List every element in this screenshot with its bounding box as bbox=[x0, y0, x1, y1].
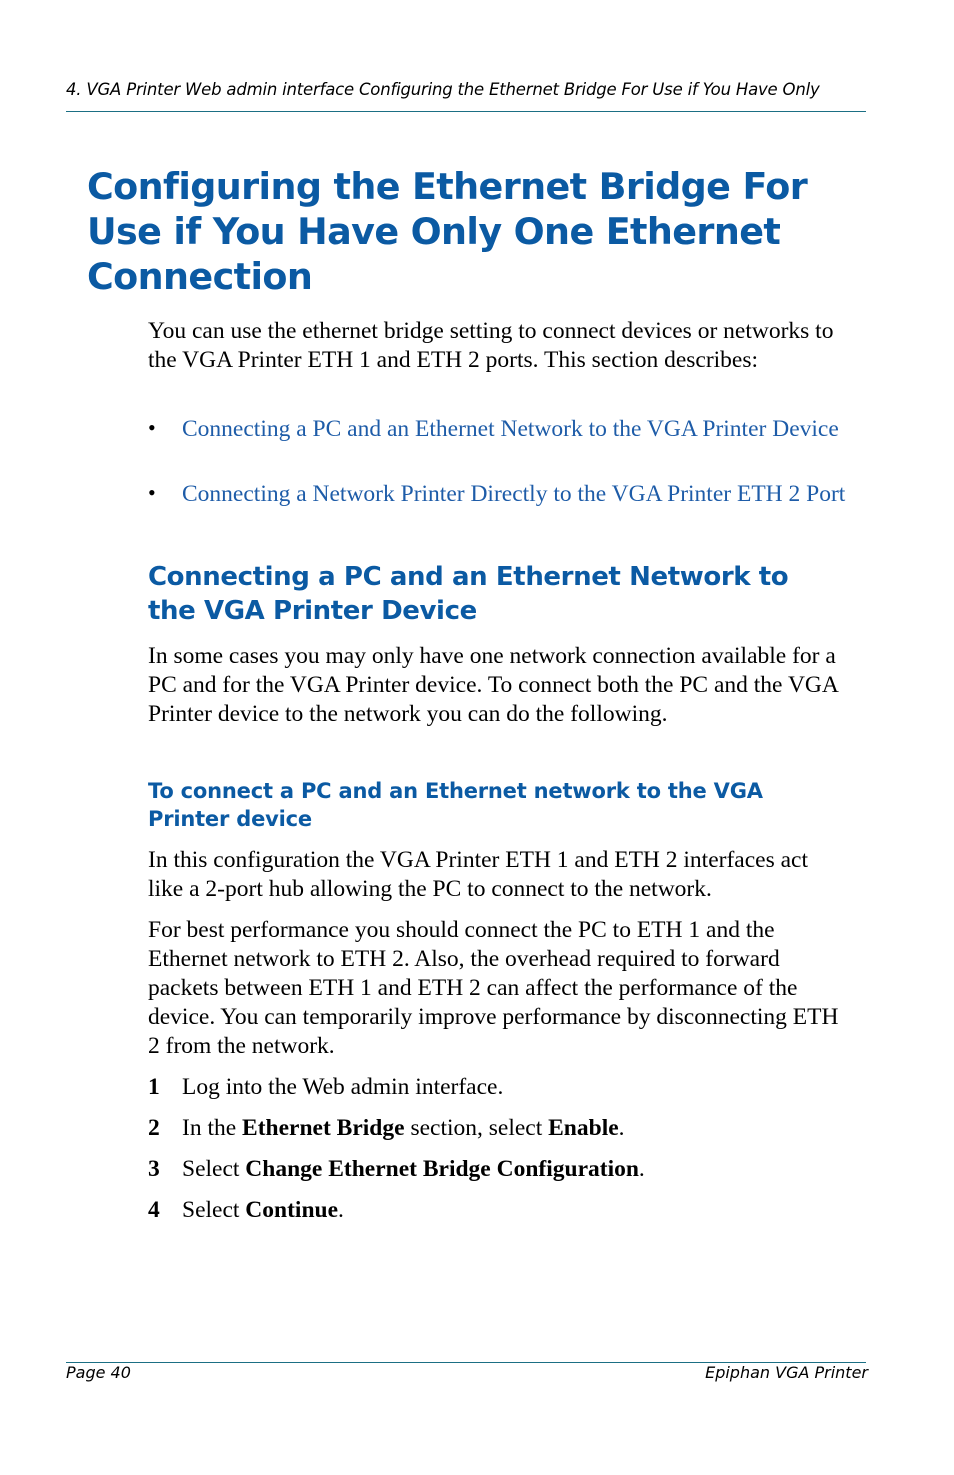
intro-paragraph: You can use the ethernet bridge setting to connect devices or networks to the VGA Printer ETH 1 and ETH 2 ports. This section describes: bbox=[148, 318, 834, 373]
link-connecting-network-printer[interactable]: Connecting a Network Printer Directly to the VGA Printer ETH 2 Port bbox=[182, 481, 846, 507]
bullet-icon: • bbox=[148, 415, 156, 440]
ui-term-continue: Continue bbox=[245, 1197, 339, 1223]
page-title: Configuring the Ethernet Bridge For Use if You Have Only One Ethernet Connection bbox=[87, 165, 808, 298]
step-number: 3 bbox=[148, 1156, 160, 1182]
bullet-item-1 bbox=[148, 415, 848, 444]
bullet-icon: • bbox=[148, 480, 156, 505]
step-text: Log into the Web admin interface. bbox=[182, 1074, 504, 1100]
section-paragraph: In some cases you may only have one network connection available for a PC and for the VGA Printer device. To connect both the PC and the VGA Printer device to the network you can do the following. bbox=[148, 643, 838, 727]
link-connecting-pc-network[interactable]: Connecting a PC and an Ethernet Network to the VGA Printer Device bbox=[182, 416, 839, 442]
page-number: Page 40 bbox=[66, 1363, 131, 1382]
ui-term-enable: Enable bbox=[548, 1115, 619, 1141]
procedure-paragraph-2: For best performance you should connect the PC to ETH 1 and the Ethernet network to ETH 2. Also, the overhead required to forward packets between ETH 1 and ETH 2 can affect the performance of the device. You can temporarily improve performance by disconnecting ETH 2 from the network. bbox=[148, 917, 839, 1059]
step-number: 1 bbox=[148, 1074, 160, 1100]
procedure-heading: To connect a PC and an Ethernet network to the VGA Printer device bbox=[148, 779, 763, 831]
ui-term-change-config: Change Ethernet Bridge Configuration bbox=[245, 1156, 639, 1182]
step-number: 4 bbox=[148, 1197, 160, 1223]
running-header: 4. VGA Printer Web admin interface Configuring the Ethernet Bridge For Use if You Have Only bbox=[66, 80, 820, 99]
step-text: Select Change Ethernet Bridge Configuration. bbox=[182, 1156, 645, 1182]
product-name: Epiphan VGA Printer bbox=[705, 1363, 868, 1382]
bullet-item-2 bbox=[148, 480, 848, 509]
header-divider bbox=[66, 111, 866, 112]
ui-term-ethernet-bridge: Ethernet Bridge bbox=[242, 1115, 405, 1141]
section-heading: Connecting a PC and an Ethernet Network to the VGA Printer Device bbox=[148, 562, 789, 626]
procedure-paragraph-1: In this configuration the VGA Printer ETH 1 and ETH 2 interfaces act like a 2-port hub allowing the PC to connect to the network. bbox=[148, 847, 808, 902]
step-number: 2 bbox=[148, 1115, 160, 1141]
step-text: Select Continue. bbox=[182, 1197, 344, 1223]
step-text: In the Ethernet Bridge section, select Enable. bbox=[182, 1115, 625, 1141]
